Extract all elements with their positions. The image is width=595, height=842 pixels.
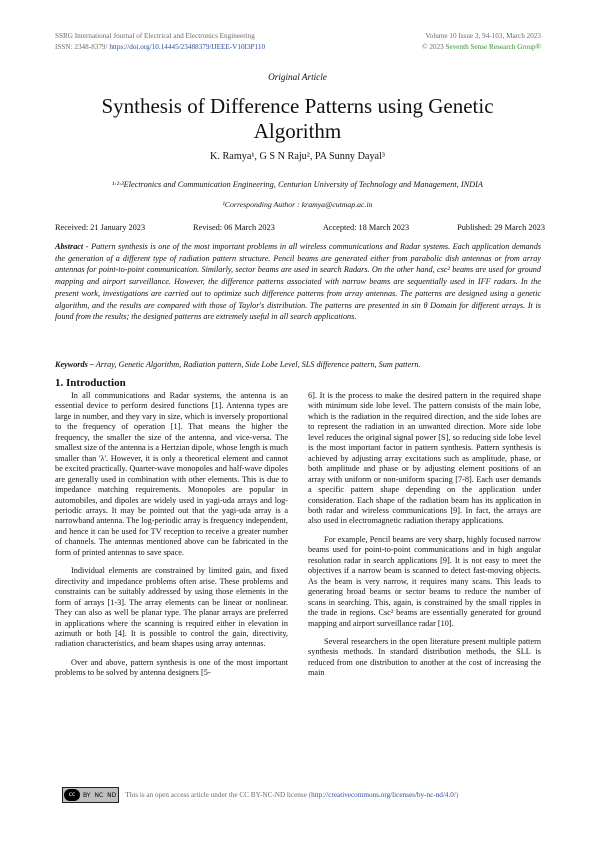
keywords-text: Array, Genetic Algorithm, Radiation pattern, Side Lobe Level, SLS difference pattern, Sum pattern. [95, 360, 421, 369]
date-revised: Revised: 06 March 2023 [193, 223, 275, 232]
license-footer [62, 787, 458, 803]
license-text: This is an open access article under the CC BY-NC-ND license ( [125, 791, 312, 799]
left-column [55, 391, 288, 687]
license-close: ) [455, 791, 459, 799]
paragraph: Individual elements are constrained by limited gain, and fixed directivity and impedance problems often arise. These problems and constraints can be suitably addressed by using those elements in the form of arrays [1-3]. The array elements can be linear or nonlinear. They can also as well be planar type. The planar arrays are preferred in applications where the scanning is required either in elevation in azimuth or both [4]. It is possible to control the gain, directivity, radiation characteristics, and beam shapes using array antennas. [55, 566, 288, 649]
journal-header [55, 31, 265, 52]
license-link[interactable]: http://creativecommons.org/licenses/by-nc-nd/4.0/ [311, 791, 456, 799]
date-published: Published: 29 March 2023 [457, 223, 545, 232]
authors: K. Ramya¹, G S N Raju², PA Sunny Dayal³ [210, 151, 385, 162]
publisher-link[interactable]: Seventh Sense Research Group® [445, 42, 541, 51]
date-received: Received: 21 January 2023 [55, 223, 146, 232]
section-heading: 1. Introduction [55, 377, 126, 389]
volume-header [422, 31, 541, 52]
keywords [55, 359, 541, 371]
copyright-year: © 2023 [422, 42, 444, 51]
cc-badge-nd: ND [107, 791, 117, 799]
cc-badge-by: BY [83, 791, 91, 799]
article-type: Original Article [268, 72, 327, 82]
abstract-text: Pattern synthesis is one of the most important problems in all wireless communications and Radar systems. Each application demands the generation of a different type of radiation pattern structure. Pencil beams are generated either from parabolic dish antennas or from array antennas for point-to-point communication. Similarly, sector beams are used in search Radars. On the other hand, csc² beams are used for ground mapping and airport surveillance. However, the difference patterns associated with narrow beams are sequentially used in IFF radars. In the present work, investigations are carried out to optimize such difference patterns from array antennas. The patterns are designed using a genetic algorithm, and the results are compared with those of Taylor's distribution. The patterns are presented in sin θ Domain for different arrays. It is found from the results; the designed patterns are extremely useful in all search applications. [55, 242, 542, 322]
doi-link[interactable]: https://doi.org/10.14445/23488379/IJEEE-V10I3P110 [109, 42, 266, 51]
paragraph: Over and above, pattern synthesis is one of the most important problems to be solved by antenna designers [5- [55, 657, 288, 678]
keywords-label: Keywords – [55, 360, 94, 369]
abstract-label: Abstract - [55, 242, 89, 251]
paragraph: Several researchers in the open literature present multiple pattern synthesis methods. In standard distribution methods, the SLL is reduced from one distribution to another at the cost of increasing the main [308, 636, 541, 678]
cc-badge-cc: cc [64, 789, 80, 801]
cc-badge-nc: NC [94, 791, 104, 799]
paragraph: For example, Pencil beams are very sharp, highly focused narrow beams used for point-to-point communications and in high angular resolution radar in search applications [9]. It is not easy to meet the objectives if a narrow beam is scanned to detect fast-moving objects. As the beam is very narrow, it requires many scans. This leads to generating broad beams or sector beams to reduce the number of scans in searching. This, again, is constrained by the small ripples in the trade in regions. Csc² beams are essentially generated for ground mapping and airport surveillance radar [10]. [308, 534, 541, 628]
paper-title: Synthesis of Difference Patterns using Genetic Algorithm [101, 94, 494, 143]
affiliation: ¹·²·³Electronics and Communication Engineering, Centurion University of Technology and Management, INDIA [112, 180, 483, 189]
date-accepted: Accepted: 18 March 2023 [322, 223, 410, 232]
corresponding-author: ¹Corresponding Author : kramya@cutmap.ac.in [222, 200, 373, 209]
dates-row [55, 223, 545, 232]
paragraph: 6]. It is the process to make the desired pattern in the required shape with minimum side lobe level. The pattern consists of the main lobe, which is the radiation in the required direction, and the side lobes are to represent the radiation in an unwanted direction. More side lobe level reduces the original signal power [S], so reducing side lobe level is the most important factor in pattern synthesis. Pattern synthesis is achieved by adjusting array excitations such as amplitude, phase, or both amplitude and phase or by adjusting element positions of an array with uniform or non-uniform spacing [7-8]. Each user demands a specific pattern shape depending on the application under consideration. Each shape of the radiation beam has its application in both radar and wireless communications [9]. In fact, the arrays are also used in electromagnetic radiation therapy applications. [308, 391, 541, 526]
journal-name: SSRG International Journal of Electrical and Electronics Engineering [55, 32, 255, 40]
issn: ISSN: 2348-8379/ [55, 42, 108, 51]
abstract [55, 241, 541, 323]
cc-license-icon [62, 787, 119, 803]
paragraph: In all communications and Radar systems, the antenna is an essential device to perform desired functions [1]. Antenna types are large in number, and they vary in size, which is inversely proportional to the frequency of operation [1]. That means the higher the frequency, the smaller the size of the antenna, and vice-versa. The smallest size of the antenna is a Hertzian dipole, whose length is much smaller than 'λ'. However, it is only a theoretical element and cannot be excited practically. Quarter-wave monopoles and half-wave dipoles are generally used in combination with other elements. This is due to impedance matching requirements. Monopoles are popular in automobiles, and dipoles are widely used in yagi-uda arrays and log-periodic arrays. It may be pointed out that the yagi-uda array is a narrowband antenna. The log-periodic array is frequency independent, and hence it can be used for TV reception to receive a greater number of channels. The antennas mentioned above can be fabricated in the form of printed antennas to save space. [55, 391, 288, 557]
right-column [308, 391, 541, 687]
volume-info: Volume 10 Issue 3, 94-103, March 2023 [425, 32, 541, 40]
